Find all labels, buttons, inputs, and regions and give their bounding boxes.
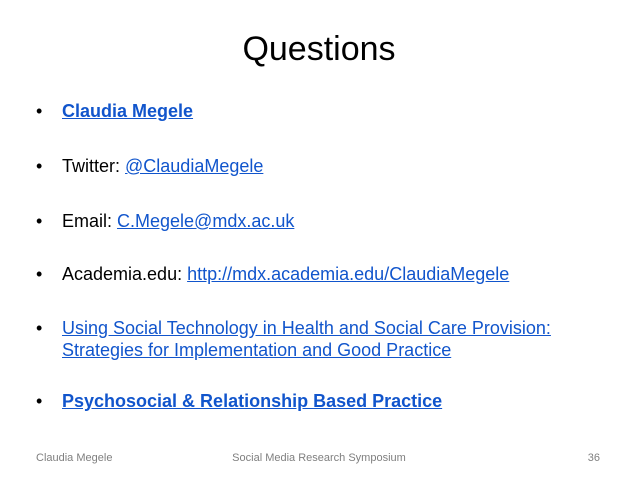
book-link-line2[interactable]: Strategies for Implementation and Good Practice (62, 340, 452, 360)
email-label: Email: (62, 211, 118, 231)
twitter-label: Twitter: (62, 156, 126, 176)
name-link[interactable]: Claudia Megele (62, 101, 194, 121)
bullet-dot-icon: • (36, 211, 43, 231)
bullet-dot-icon: • (36, 156, 43, 176)
academia-link[interactable]: http://mdx.academia.edu/ClaudiaMegele (187, 264, 510, 284)
book-link-line1[interactable]: Using Social Technology in Health and Social Care Provision: (62, 318, 551, 338)
bullet-dot-icon: • (36, 391, 43, 411)
bullet-dot-icon: • (36, 318, 43, 338)
slide-number: 36 (587, 452, 600, 464)
bullet-dot-icon: • (36, 264, 43, 284)
twitter-link[interactable]: @ClaudiaMegele (125, 156, 264, 176)
footer-author: Claudia Megele (36, 452, 113, 464)
academia-label: Academia.edu: (62, 264, 188, 284)
email-link[interactable]: C.Megele@mdx.ac.uk (117, 211, 295, 231)
bullet-dot-icon: • (36, 101, 43, 121)
footer-event: Social Media Research Symposium (232, 452, 406, 464)
slide-title: Questions (242, 30, 396, 68)
book-link[interactable] (62, 317, 616, 361)
practice-link[interactable]: Psychosocial & Relationship Based Practice (62, 391, 443, 411)
